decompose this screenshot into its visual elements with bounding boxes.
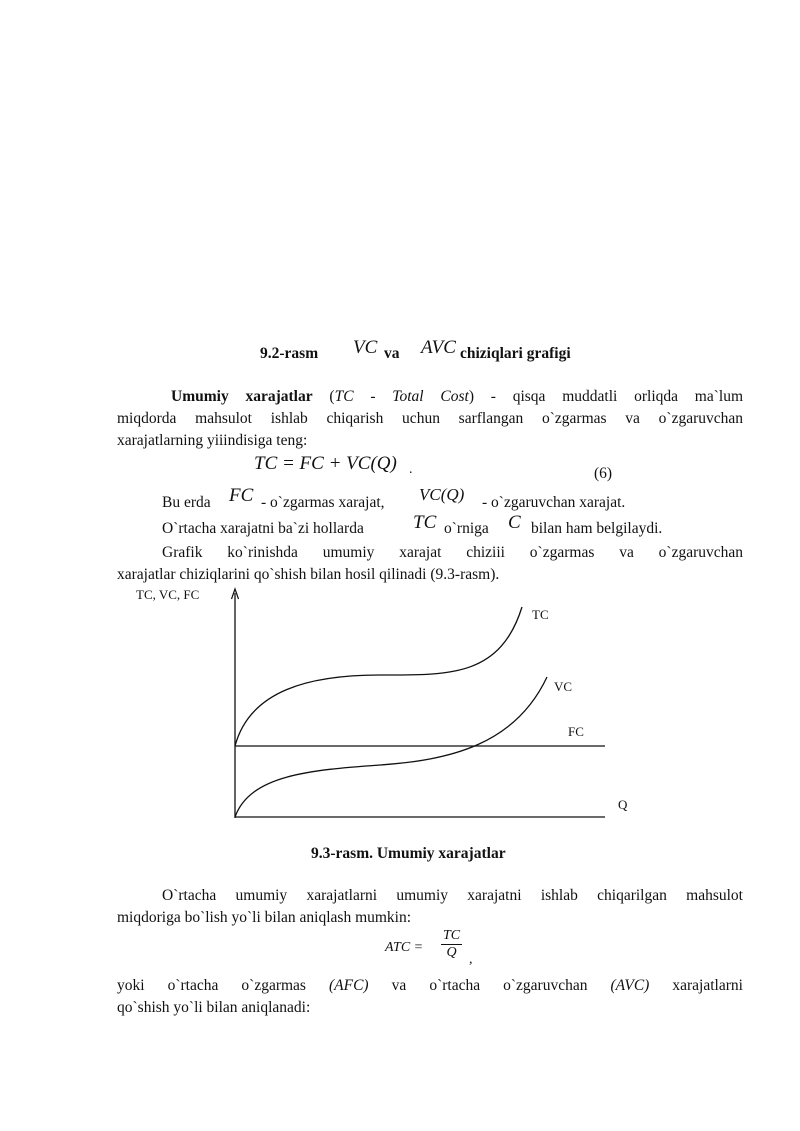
atc-comma: , [469,952,473,967]
paragraph-total-cost-line1 [117,386,743,408]
ortacha-line [162,512,722,542]
vc-curve-label: VC [554,679,573,694]
paragraph-total-cost-line3: xarajatlarning yiiindisiga teng: [117,432,308,449]
term-total-cost-en: TC - Total Cost [334,388,469,405]
bu-erda-line [162,485,722,515]
fc-line-label: FC [568,724,584,739]
y-axis-label: TC, VC, FC [136,587,200,602]
symbol-c: C [508,512,521,533]
ortacha-suffix: bilan ham belgilaydi. [531,520,663,537]
bu-erda-mid: - o`zgarmas xarajat, [261,494,385,511]
x-axis-label: Q [618,797,628,812]
atc-denominator: Q [446,945,457,960]
formula-tc: TC = FC + VC(Q) [254,453,397,474]
symbol-vcq: VC(Q) [419,485,465,504]
paragraph-total-cost-rest: ) - qisqa muddatli orliqda ma`lum [468,388,744,405]
paragraph-total-cost-line2: miqdorda mahsulot ishlab chiqarish uchun sarflangan o`zgarmas va o`zgaruvchan [117,410,743,427]
yoki-line2: qo`shish yo`li bilan aniqlanadi: [117,999,311,1016]
caption-suffix: chiziqlari grafigi [460,345,571,362]
bu-erda-prefix: Bu erda [162,494,211,511]
formula-dot: . [409,462,413,477]
total-costs-chart [110,585,670,825]
ozgaruvchan-word: o`zgaruvchan [503,977,588,994]
formula-number: (6) [594,465,613,482]
atc-paragraph-line1: O`rtacha umumiy xarajatlarni umumiy xarajatni ishlab chiqarilgan mahsulot [162,887,743,904]
yoki-line1 [117,975,743,997]
term-total-cost: Umumiy xarajatlar [171,388,313,405]
atc-numerator: TC [443,928,461,943]
grafik-line2: xarajatlar chiziqlarini qo`shish bilan hosil qilinadi (9.3-rasm). [117,566,500,583]
bu-erda-suffix: - o`zgaruvchan xarajat. [482,494,626,511]
caption-prefix: 9.2-rasm [260,345,319,362]
ortacha-prefix: O`rtacha xarajatni ba`zi hollarda [162,520,364,537]
symbol-tc: TC [413,512,437,533]
afc-term: (AFC) [329,977,369,994]
ortacha-mid: o`rniga [444,520,489,537]
atc-lhs: ATC = [385,940,424,955]
figure-caption-9-3: 9.3-rasm. Umumiy xarajatlar [311,845,506,862]
caption-va: va [384,345,400,362]
atc-paragraph-line2: miqdoriga bo`lish yo`li bilan aniqlash mumkin: [117,909,412,926]
avc-term: (AVC) [610,977,650,994]
atc-fraction [441,928,462,961]
caption-symbol-avc: AVC [421,337,456,358]
ozgarmas-word: o`zgarmas [241,977,306,994]
ortacha-word-1: o`rtacha [167,977,219,994]
paren-open: ( [329,388,335,405]
xarajatlarni-word: xarajatlarni [672,977,743,994]
symbol-fc: FC [229,485,254,506]
va-word: va [391,977,407,994]
vc-curve [235,677,547,817]
grafik-line1: Grafik ko`rinishda umumiy xarajat chiziii o`zgarmas va o`zgaruvchan [162,544,743,561]
yoki-word: yoki [117,977,145,994]
tc-curve-label: TC [532,607,549,622]
tc-curve [235,607,522,746]
caption-symbol-vc: VC [353,337,378,358]
ortacha-word-2: o`rtacha [429,977,481,994]
